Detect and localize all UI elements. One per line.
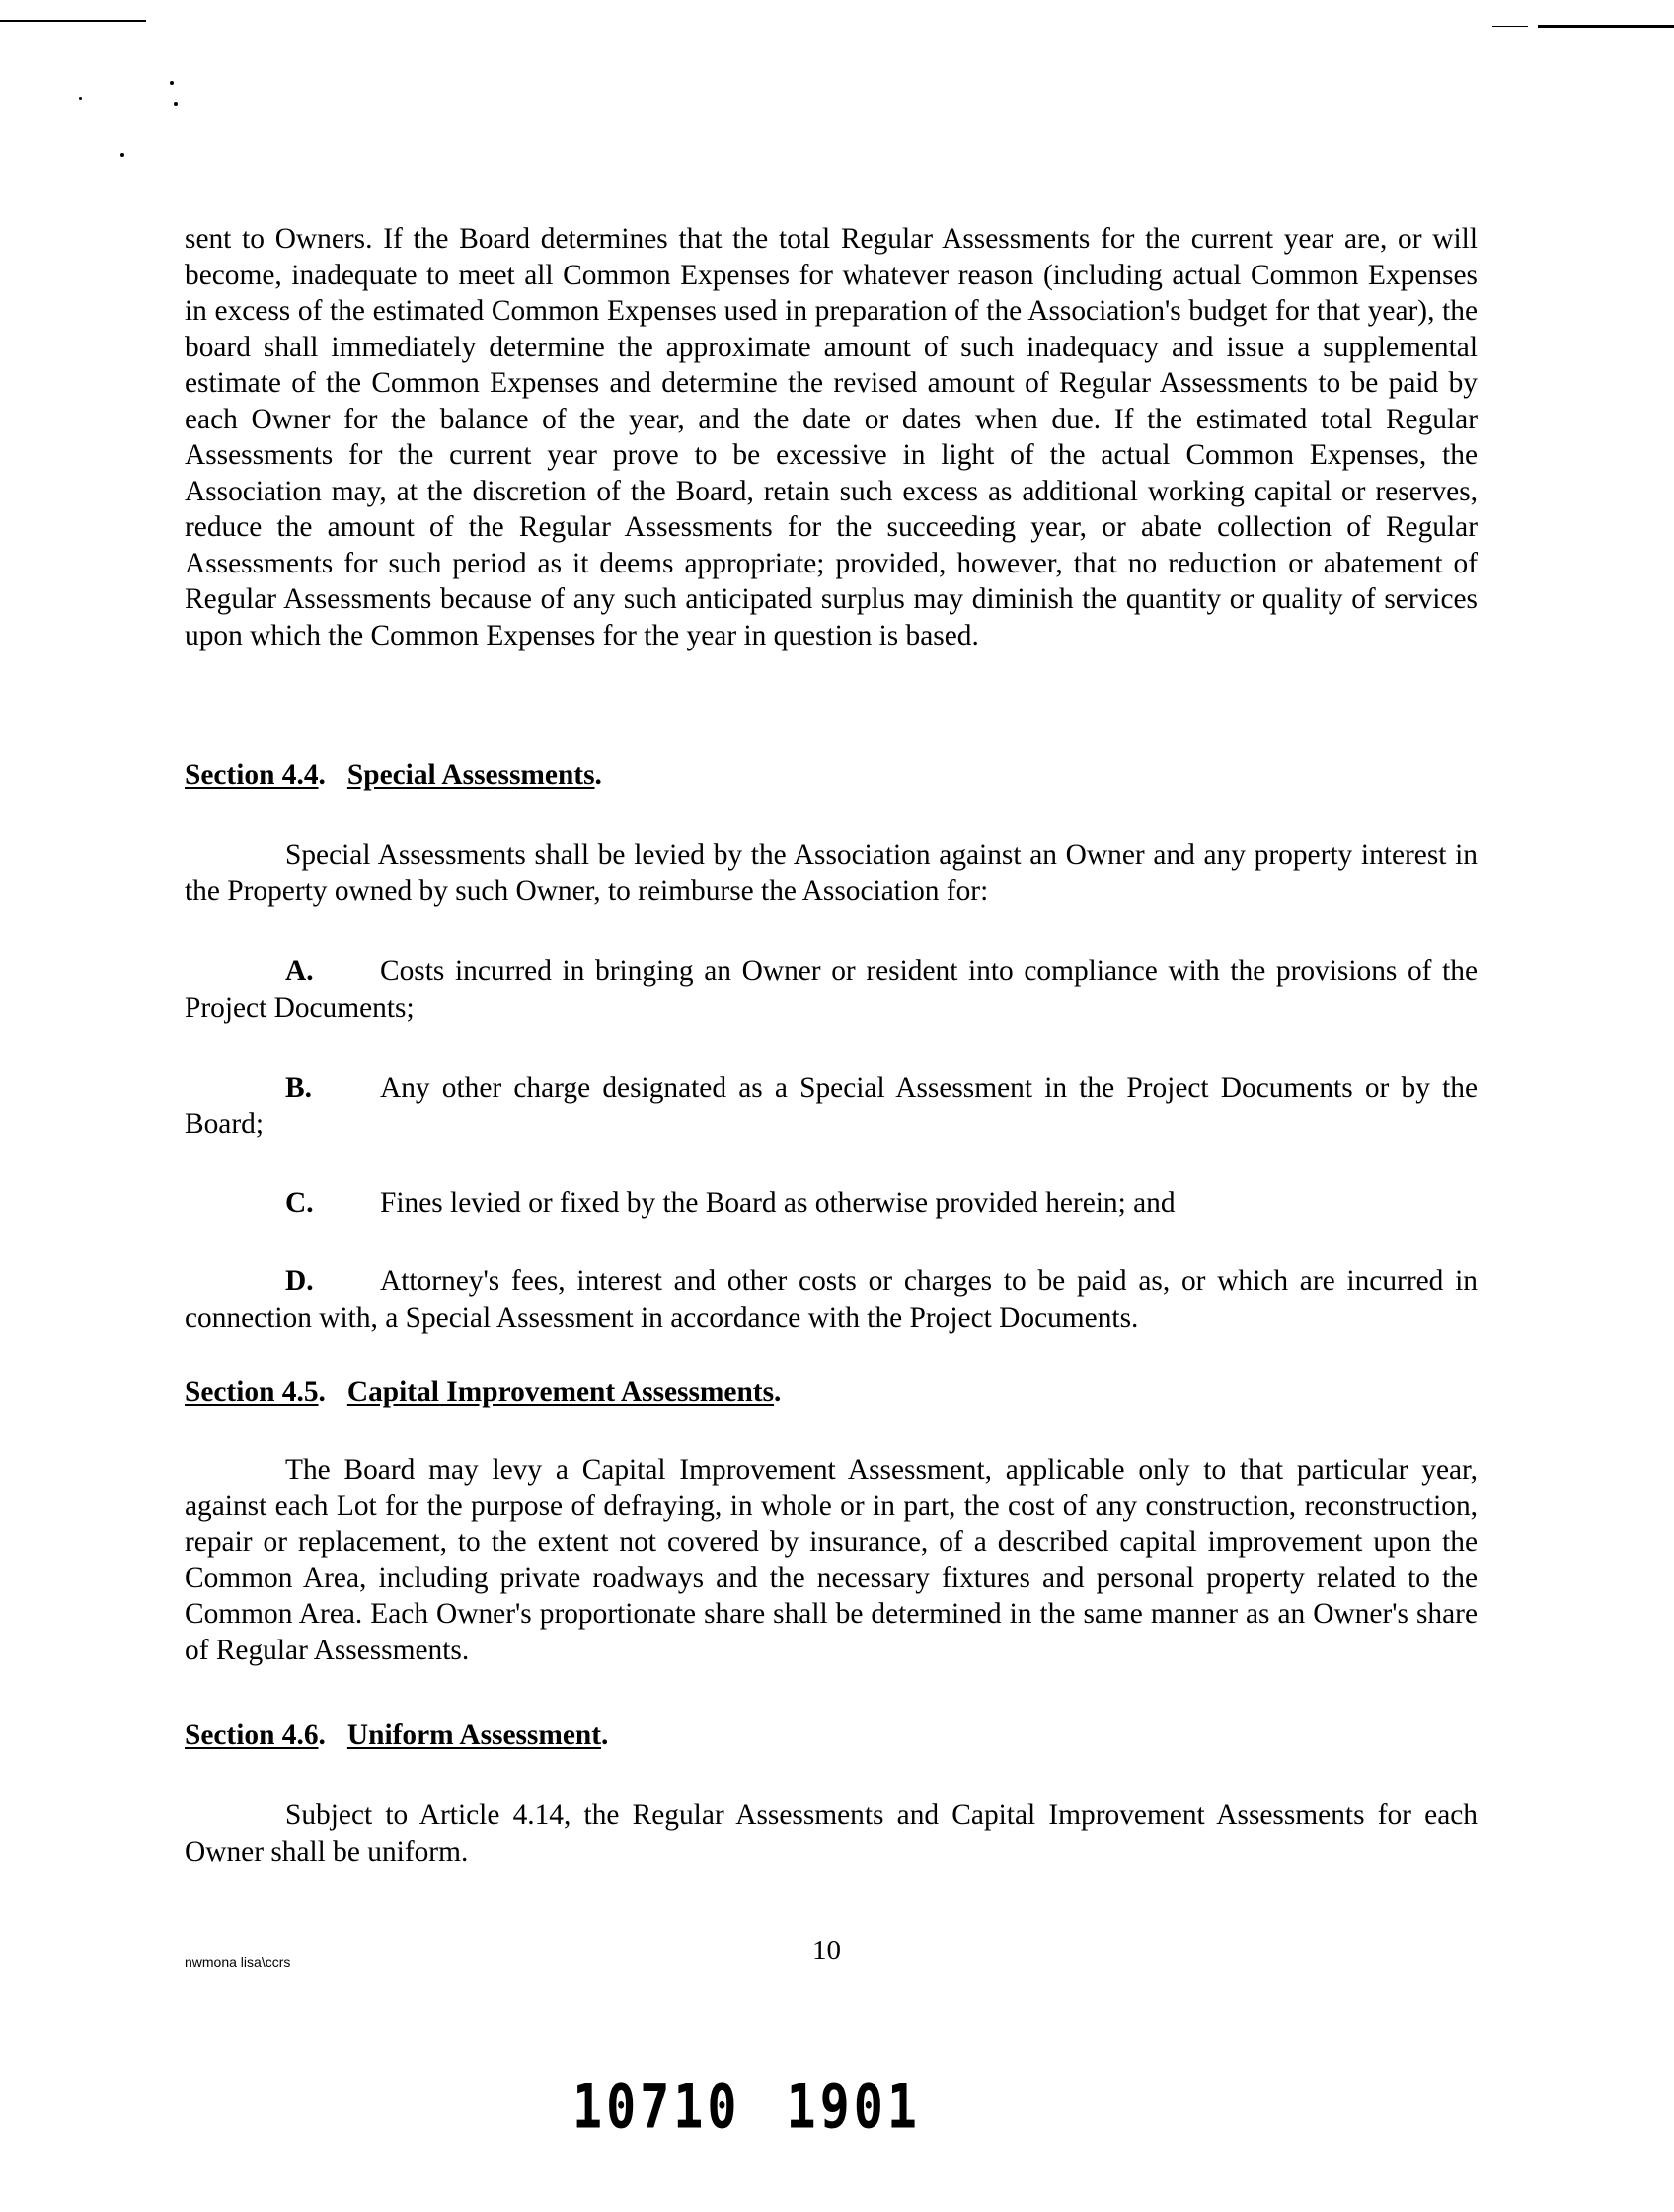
section-4-4-heading: Section 4.4. Special Assessments. xyxy=(185,759,602,791)
section-number: Section 4.6 xyxy=(185,1719,319,1751)
section-number: Section 4.5 xyxy=(185,1376,319,1408)
section-4-5-body: The Board may levy a Capital Improvement Assessment, applicable only to that particular year, against each Lot for the purpose of defraying, in whole or in part, the cost of any construction, reconstruction, repair or replacement, to the extent not covered by insurance, of a described capital improvement upon the Common Area, including private roadways and the necessary fixtures and personal property related to the Common Area. Each Owner's proportionate share shall be determined in the same manner as an Owner's share of Regular Assessments. xyxy=(185,1454,1478,1666)
section-4-4-intro: Special Assessments shall be levied by the Association against an Owner and any property interest in the Property owned by such Owner, to reimburse the Association for: xyxy=(185,839,1478,907)
scan-speck xyxy=(170,81,174,85)
list-item xyxy=(185,1185,1478,1222)
section-4-5-heading: Section 4.5. Capital Improvement Assessments. xyxy=(185,1376,782,1408)
list-item-text: Any other charge designated as a Special Assessment in the Project Documents or by the Board; xyxy=(185,1072,1478,1140)
section-number: Section 4.4 xyxy=(185,759,319,791)
page-number: 10 xyxy=(812,1935,841,1966)
section-title: Uniform Assessment xyxy=(346,1719,602,1751)
scan-dash-top-right xyxy=(1492,26,1528,27)
scan-line-top-right xyxy=(1538,25,1674,28)
stamp-book-number: 10710 xyxy=(572,2071,741,2143)
scan-speck xyxy=(174,102,178,106)
continuation-paragraph: sent to Owners. If the Board determines that the total Regular Assessments for the current year are, or will become, inadequate to meet all Common Expenses for whatever reason (including actual Common Expenses in excess of the estimated Common Expenses used in preparation of the Association's budget for that year), the board shall immediately determine the approximate amount of such inadequacy and issue a supplemental estimate of the Common Expenses and determine the revised amount of Regular Assessments to be paid by each Owner for the balance of the year, and the date or dates when due. If the estimated total Regular Assessments for the current year prove to be excessive in light of the actual Common Expenses, the Association may, at the discretion of the Board, retain such excess as additional working capital or reserves, reduce the amount of the Regular Assessments for the succeeding year, or abate collection of Regular Assessments for such period as it deems appropriate; provided, however, that no reduction or abatement of Regular Assessments because of any such anticipated surplus may diminish the quantity or quality of services upon which the Common Expenses for the year in question is based. xyxy=(185,223,1478,651)
scan-speck xyxy=(120,153,124,157)
file-reference: nwmona lisa\ccrs xyxy=(185,1954,291,1970)
scan-speck xyxy=(79,97,82,100)
list-item xyxy=(185,953,1478,1026)
list-item-letter: C. xyxy=(285,1187,314,1219)
list-item-letter: D. xyxy=(285,1265,314,1297)
scan-line-top-left xyxy=(0,20,146,22)
section-title: Capital Improvement Assessments xyxy=(346,1376,775,1408)
stamp-page-number: 1901 xyxy=(786,2071,921,2143)
list-item-letter: A. xyxy=(285,955,314,987)
list-item-text: Attorney's fees, interest and other costs or charges to be paid as, or which are incurred in connection with, a Special Assessment in accordance with the Project Documents. xyxy=(185,1265,1478,1334)
list-item xyxy=(185,1263,1478,1335)
recording-stamp xyxy=(572,2071,921,2143)
section-4-6-heading: Section 4.6. Uniform Assessment. xyxy=(185,1719,609,1751)
list-item-text: Costs incurred in bringing an Owner or resident into compliance with the provisions of the Project Documents; xyxy=(185,955,1478,1024)
list-item xyxy=(185,1070,1478,1142)
list-item-text: Fines levied or fixed by the Board as otherwise provided herein; and xyxy=(380,1187,1176,1219)
list-item-letter: B. xyxy=(285,1072,312,1104)
section-title: Special Assessments xyxy=(346,759,595,791)
section-4-6-body: Subject to Article 4.14, the Regular Assessments and Capital Improvement Assessments for each Owner shall be uniform. xyxy=(185,1799,1478,1868)
